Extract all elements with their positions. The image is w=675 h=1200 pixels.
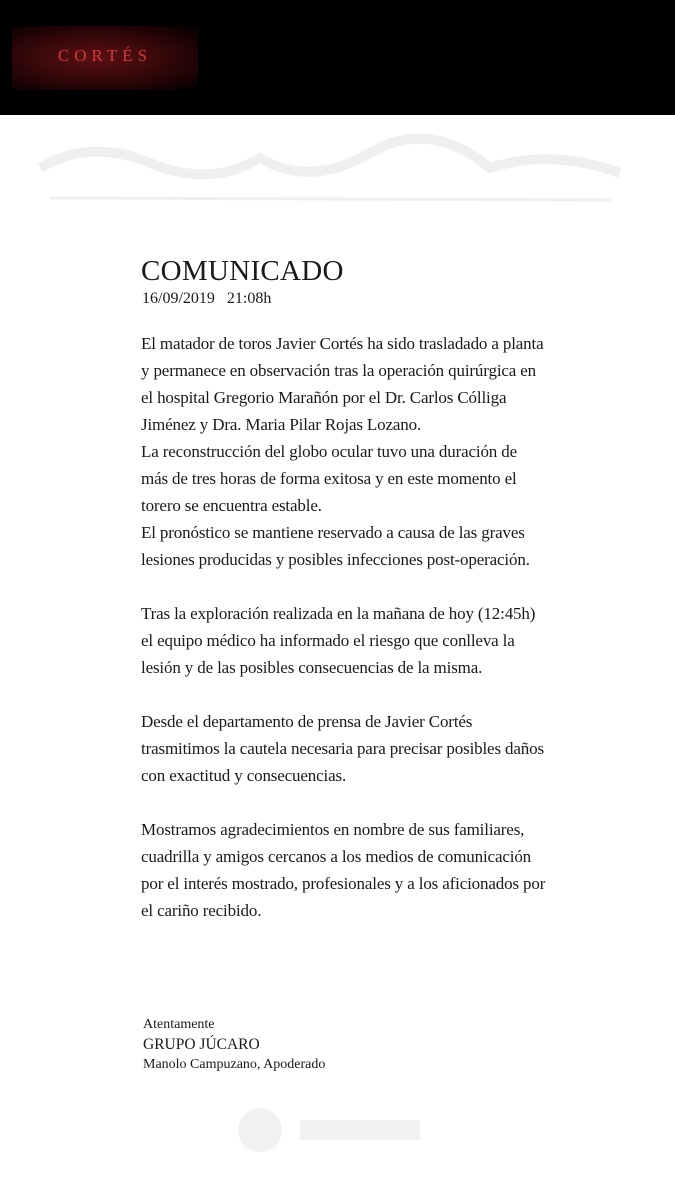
document-title: COMUNICADO xyxy=(141,255,344,287)
closing-text: Atentamente xyxy=(143,1017,215,1032)
paragraph-transfer: El matador de toros Javier Cortés ha sido trasladado a planta y permanece en observación tras la operación quirúrgica en el hospital Gregorio Marañón por el Dr. Carlos Cólliga Jiménez y Dra. Maria Pilar Rojas Lozano. xyxy=(141,334,544,434)
paragraph-exploration: Tras la exploración realizada en la mañana de hoy (12:45h) el equipo médico ha informado el riesgo que conlleva la lesión y de las posibles consecuencias de la misma. xyxy=(141,604,536,677)
paragraph-press: Desde el departamento de prensa de Javier Cortés trasmitimos la cautela necesaria para precisar posibles daños con exactitud y consecuencias. xyxy=(141,712,544,785)
paragraph-prognosis: El pronóstico se mantiene reservado a causa de las graves lesiones producidas y posibles infecciones post-operación. xyxy=(141,523,530,569)
logo-text: CORTÉS xyxy=(57,46,153,65)
header-bar xyxy=(0,0,675,115)
paragraph-spacer xyxy=(141,681,546,708)
paragraph-thanks: Mostramos agradecimientos en nombre de sus familiares, cuadrilla y amigos cercanos a los medios de comunicación por el interés mostrado, profesionales y a los aficionados por el cariño recibido. xyxy=(141,820,546,920)
statement-body xyxy=(141,330,546,924)
paragraph-reconstruction: La reconstrucción del globo ocular tuvo una duración de más de tres horas de forma exitosa y en este momento el torero se encuentra estable. xyxy=(141,442,518,515)
paragraph-spacer xyxy=(141,573,546,600)
faded-watermark xyxy=(0,1090,675,1200)
faded-signature-graphic xyxy=(30,128,630,218)
signer-name: Manolo Campuzano, Apoderado xyxy=(143,1057,326,1072)
paragraph-spacer xyxy=(141,789,546,816)
brand-logo xyxy=(12,26,198,90)
organization-name: GRUPO JÚCARO xyxy=(143,1036,260,1053)
signature-block xyxy=(143,1015,325,1075)
document-date: 16/09/2019 21:08h xyxy=(142,290,272,307)
statement-document xyxy=(141,255,546,924)
